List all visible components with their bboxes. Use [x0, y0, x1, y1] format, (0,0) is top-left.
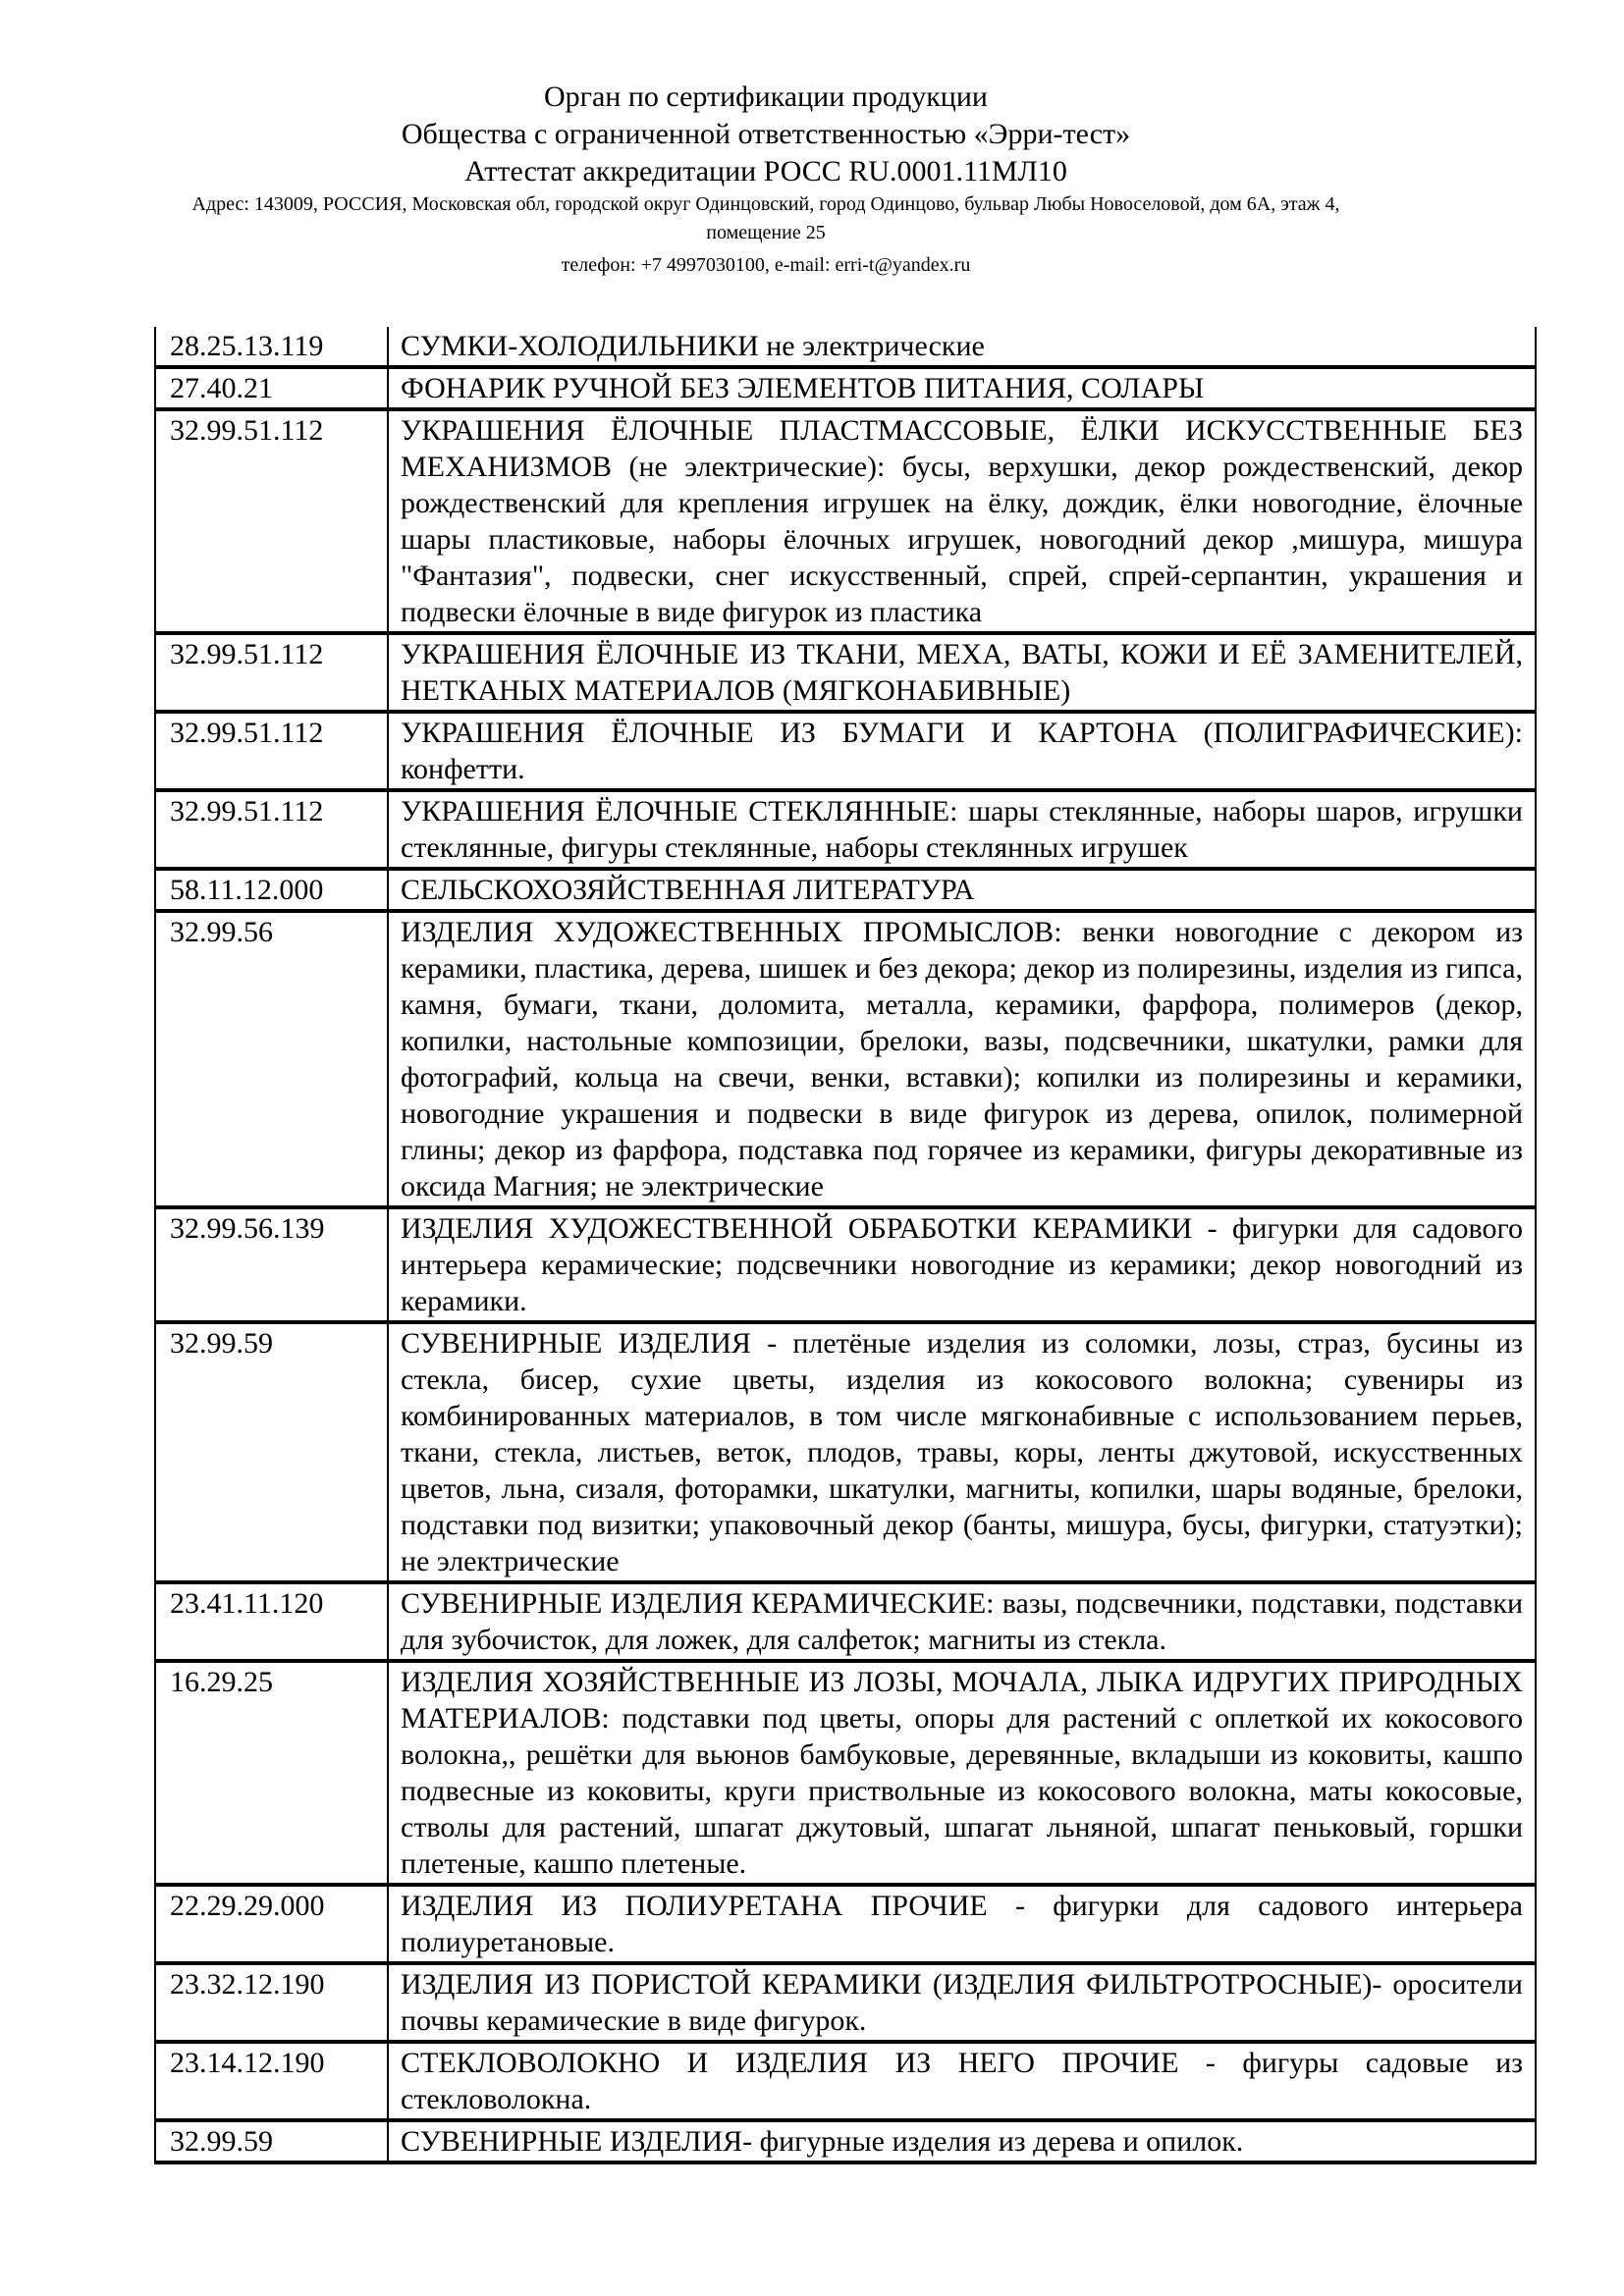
- product-description-cell: ИЗДЕЛИЯ ХУДОЖЕСТВЕННОЙ ОБРАБОТКИ КЕРАМИКИ - фигурки для садового интерьера керамические; подсвечники новогодние из керамики; декор новогодний из керамики.: [388, 1207, 1536, 1322]
- product-description-cell: УКРАШЕНИЯ ЁЛОЧНЫЕ ИЗ БУМАГИ И КАРТОНА (ПОЛИГРАФИЧЕСКИЕ): конфетти.: [388, 712, 1536, 790]
- document-header: [0, 79, 1532, 280]
- product-description-cell: ИЗДЕЛИЯ ИЗ ПОЛИУРЕТАНА ПРОЧИЕ - фигурки для садового интерьера полиуретановые.: [388, 1885, 1536, 1963]
- product-description-cell: УКРАШЕНИЯ ЁЛОЧНЫЕ СТЕКЛЯННЫЕ: шары стеклянные, наборы шаров, игрушки стеклянные, фигуры стеклянные, наборы стеклянных игрушек: [388, 790, 1536, 869]
- product-code-cell: 32.99.51.112: [155, 712, 388, 790]
- product-code-cell: 16.29.25: [155, 1661, 388, 1885]
- products-table-body: [155, 327, 1536, 2163]
- product-code-cell: 32.99.56: [155, 911, 388, 1207]
- product-code-cell: 22.29.29.000: [155, 1885, 388, 1963]
- product-code-cell: 32.99.56.139: [155, 1207, 388, 1322]
- product-description-cell: СУВЕНИРНЫЕ ИЗДЕЛИЯ - плетёные изделия из соломки, лозы, страз, бусины из стекла, бисер, сухие цветы, изделия из кокосового волокна; сувениры из комбинированных материалов, в том числе мягконабивные с использованием перьев, ткани, стекла, листьев, веток, плодов, травы, коры, ленты джутовой, искусственных цветов, льна, сизаля, фоторамки, шкатулки, магниты, копилки, шары водяные, брелоки, подставки под визитки; упаковочный декор (банты, мишура, бусы, фигурки, статуэтки); не электрические: [388, 1322, 1536, 1582]
- product-description-cell: УКРАШЕНИЯ ЁЛОЧНЫЕ ПЛАСТМАССОВЫЕ, ЁЛКИ ИСКУССТВЕННЫЕ БЕЗ МЕХАНИЗМОВ (не электрические): бусы, верхушки, декор рождественский, декор рождественский для крепления игрушек на ёлку, дождик, ёлки новогодние, ёлочные шары пластиковые, наборы ёлочных игрушек, новогодний декор ,мишура, мишура "Фантазия", подвески, снег искусственный, спрей, спрей-серпантин, украшения и подвески ёлочные в виде фигурок из пластика: [388, 409, 1536, 633]
- product-description-cell: СЕЛЬСКОХОЗЯЙСТВЕННАЯ ЛИТЕРАТУРА: [388, 869, 1536, 911]
- product-description-cell: СУВЕНИРНЫЕ ИЗДЕЛИЯ- фигурные изделия из дерева и опилок.: [388, 2120, 1536, 2163]
- product-description-cell: ФОНАРИК РУЧНОЙ БЕЗ ЭЛЕМЕНТОВ ПИТАНИЯ, СОЛАРЫ: [388, 367, 1536, 409]
- table-row: [155, 2120, 1536, 2163]
- product-description-cell: СУВЕНИРНЫЕ ИЗДЕЛИЯ КЕРАМИЧЕСКИЕ: вазы, подсвечники, подставки, подставки для зубочисток, для ложек, для салфеток; магниты из стекла.: [388, 1582, 1536, 1661]
- table-row: [155, 712, 1536, 790]
- product-code-cell: 32.99.59: [155, 1322, 388, 1582]
- table-row: [155, 2042, 1536, 2120]
- table-row: [155, 1207, 1536, 1322]
- address-line-1: Адрес: 143009, РОССИЯ, Московская обл, городской округ Одинцовский, город Одинцово, бульвар Любы Новоселовой, дом 6А, этаж 4,: [191, 193, 1340, 215]
- product-description-cell: УКРАШЕНИЯ ЁЛОЧНЫЕ ИЗ ТКАНИ, МЕХА, ВАТЫ, КОЖИ И ЕЁ ЗАМЕНИТЕЛЕЙ, НЕТКАНЫХ МАТЕРИАЛОВ (МЯГКОНАБИВНЫЕ): [388, 633, 1536, 712]
- product-code-cell: 32.99.51.112: [155, 409, 388, 633]
- product-code-cell: 32.99.51.112: [155, 790, 388, 869]
- table-row: [155, 1582, 1536, 1661]
- product-code-cell: 23.41.11.120: [155, 1582, 388, 1661]
- table-row: [155, 633, 1536, 712]
- table-row: [155, 1661, 1536, 1885]
- accreditation-certificate: Аттестат аккредитации РОСС RU.0001.11МЛ10: [464, 155, 1067, 187]
- table-row: [155, 911, 1536, 1207]
- table-row: [155, 1885, 1536, 1963]
- table-row: [155, 1963, 1536, 2042]
- phone-email-line: телефон: +7 4997030100, e-mail: erri-t@yandex.ru: [561, 254, 971, 276]
- product-code-cell: 23.32.12.190: [155, 1963, 388, 2042]
- product-code-cell: 58.11.12.000: [155, 869, 388, 911]
- product-code-cell: 32.99.59: [155, 2120, 388, 2163]
- product-code-cell: 27.40.21: [155, 367, 388, 409]
- address-line-2: помещение 25: [706, 222, 826, 243]
- table-row: [155, 790, 1536, 869]
- table-row: [155, 327, 1536, 367]
- table-row: [155, 1322, 1536, 1582]
- product-description-cell: СУМКИ-ХОЛОДИЛЬНИКИ не электрические: [388, 327, 1536, 367]
- product-description-cell: ИЗДЕЛИЯ ИЗ ПОРИСТОЙ КЕРАМИКИ (ИЗДЕЛИЯ ФИЛЬТРОТРОСНЫЕ)- оросители почвы керамические в виде фигурок.: [388, 1963, 1536, 2042]
- product-description-cell: ИЗДЕЛИЯ ХУДОЖЕСТВЕННЫХ ПРОМЫСЛОВ: венки новогодние с декором из керамики, пластика, дерева, шишек и без декора; декор из полирезины, изделия из гипса, камня, бумаги, ткани, доломита, металла, керамики, фарфора, полимеров (декор, копилки, настольные композиции, брелоки, вазы, подсвечники, шкатулки, рамки для фотографий, кольца на свечи, венки, вставки); копилки из полирезины и керамики, новогодние украшения и подвески в виде фигурок из дерева, опилок, полимерной глины; декор из фарфора, подставка под горячее из керамики, фигуры декоративные из оксида Магния; не электрические: [388, 911, 1536, 1207]
- table-row: [155, 869, 1536, 911]
- product-code-cell: 23.14.12.190: [155, 2042, 388, 2120]
- table-row: [155, 409, 1536, 633]
- product-code-cell: 28.25.13.119: [155, 327, 388, 367]
- products-table: [154, 327, 1537, 2164]
- product-description-cell: СТЕКЛОВОЛОКНО И ИЗДЕЛИЯ ИЗ НЕГО ПРОЧИЕ - фигуры садовые из стекловолокна.: [388, 2042, 1536, 2120]
- table-row: [155, 367, 1536, 409]
- product-code-cell: 32.99.51.112: [155, 633, 388, 712]
- certification-body-title: Орган по сертификации продукции: [544, 80, 988, 113]
- product-description-cell: ИЗДЕЛИЯ ХОЗЯЙСТВЕННЫЕ ИЗ ЛОЗЫ, МОЧАЛА, ЛЫКА ИДРУГИХ ПРИРОДНЫХ МАТЕРИАЛОВ: подставки под цветы, опоры для растений с оплеткой их кокосового волокна,, решётки для вьюнов бамбуковые, деревянные, вкладыши из коковиты, кашпо подвесные из коковиты, круги приствольные из кокосового волокна, маты кокосовые, стволы для растений, шпагат джутовый, шпагат льняной, шпагат пеньковый, горшки плетеные, кашпо плетеные.: [388, 1661, 1536, 1885]
- organization-name: Общества с ограниченной ответственностью «Эрри-тест»: [401, 118, 1131, 150]
